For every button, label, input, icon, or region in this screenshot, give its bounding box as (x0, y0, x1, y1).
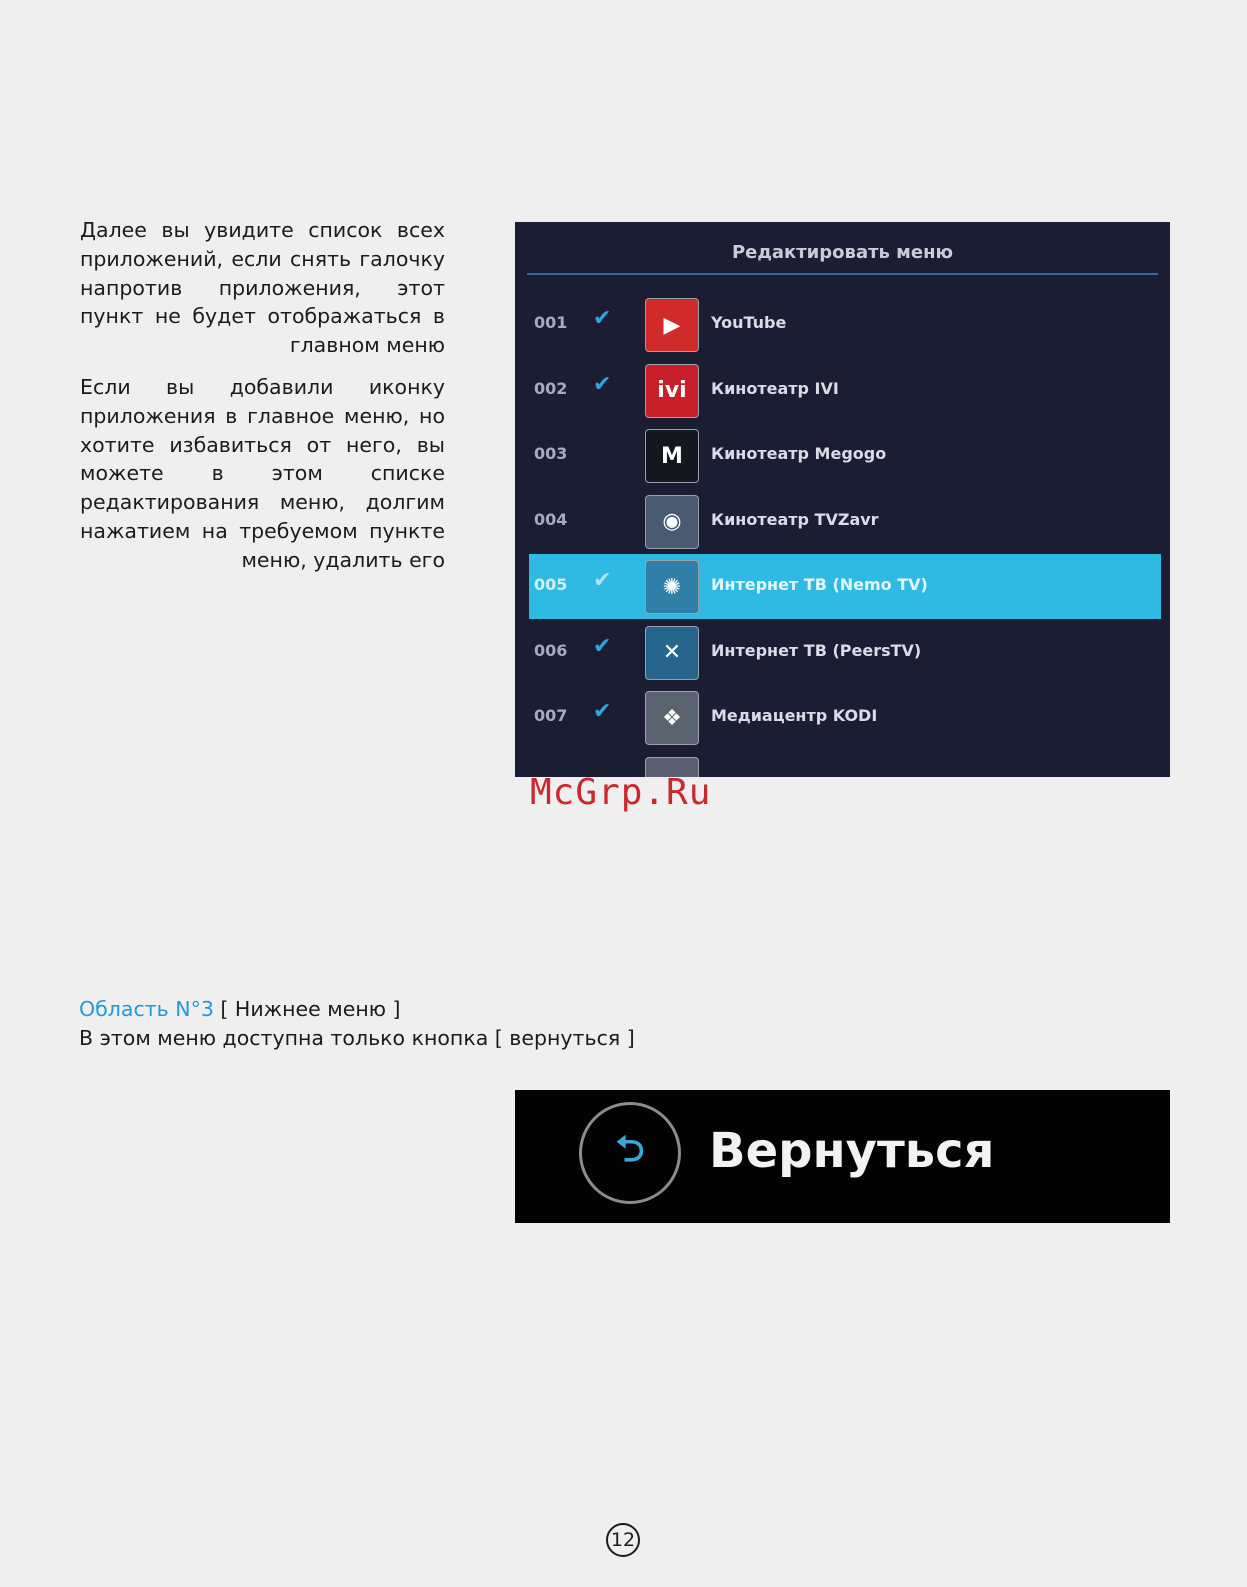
app-list-item[interactable] (529, 620, 1161, 685)
back-arrow-icon: ⮌ (615, 1128, 645, 1170)
app-number: 007 (534, 706, 568, 725)
app-number: 002 (534, 378, 568, 398)
ivi-icon: ivi (645, 364, 699, 418)
app-list-item[interactable] (529, 423, 1161, 488)
page-number: 12 (606, 1523, 640, 1557)
app-number: 001 (534, 313, 568, 332)
checkmark-icon[interactable]: ✔ (593, 568, 612, 593)
app-name: Интернет ТВ (Nemo TV) (711, 575, 928, 594)
area-heading (79, 995, 401, 1023)
app-number: 006 (534, 640, 568, 660)
app-list-item[interactable] (529, 489, 1161, 554)
peerstv-icon: ✕ (645, 626, 699, 680)
app-list-item[interactable] (529, 292, 1161, 357)
nemotv-icon: ✺ (645, 560, 699, 614)
app-number: 005 (534, 575, 568, 594)
back-button-label[interactable]: Вернуться (709, 1123, 995, 1179)
instruction-paragraph-2: Если вы добавили иконку приложения в главное меню, но хотите избавиться от него, вы можете в этом списке редактирования меню, долгим нажатием на требуемом пункте меню, удалить его (80, 375, 445, 572)
area-bracket-title: [ Нижнее меню ] (213, 997, 401, 1021)
bottom-menu-screenshot (515, 1090, 1170, 1223)
app-name: Кинотеатр TVZavr (711, 509, 879, 529)
app-name: Кинотеатр IVI (711, 378, 839, 398)
tvzavr-icon: ◉ (645, 495, 699, 549)
app-name: Интернет ТВ (PeersTV) (711, 640, 922, 660)
checkmark-icon[interactable]: ✔ (593, 699, 612, 724)
app-name: Медиацентр KODI (711, 706, 878, 725)
checkmark-icon[interactable]: ✔ (593, 371, 612, 397)
checkmark-icon[interactable]: ✔ (593, 633, 612, 659)
app-list-item[interactable] (529, 685, 1161, 750)
app-list-item[interactable] (529, 554, 1161, 619)
edit-menu-title: Редактировать меню (731, 242, 954, 263)
area-label: Область N°3 (79, 997, 214, 1021)
app-list-item[interactable] (529, 358, 1161, 423)
app-name: YouTube (711, 313, 787, 332)
app-name: Кинотеатр Megogo (711, 444, 887, 463)
checkmark-icon[interactable]: ✔ (593, 306, 612, 331)
edit-menu-screenshot (515, 222, 1170, 777)
title-divider (527, 273, 1158, 275)
instruction-paragraph-1: Далее вы увидите список всех приложений, если снять галочку напротив приложения, этот пункт не будет отображаться в главном меню (80, 218, 445, 358)
back-button[interactable] (579, 1102, 681, 1204)
megogo-icon: M (645, 429, 699, 483)
kodi-icon: ❖ (645, 691, 699, 745)
youtube-icon: ▶ (645, 298, 699, 352)
area-description: В этом меню доступна только кнопка [ вернуться ] (79, 1026, 635, 1050)
app-number: 004 (534, 509, 568, 529)
watermark: McGrp.Ru (530, 772, 712, 813)
app-number: 003 (534, 444, 568, 463)
